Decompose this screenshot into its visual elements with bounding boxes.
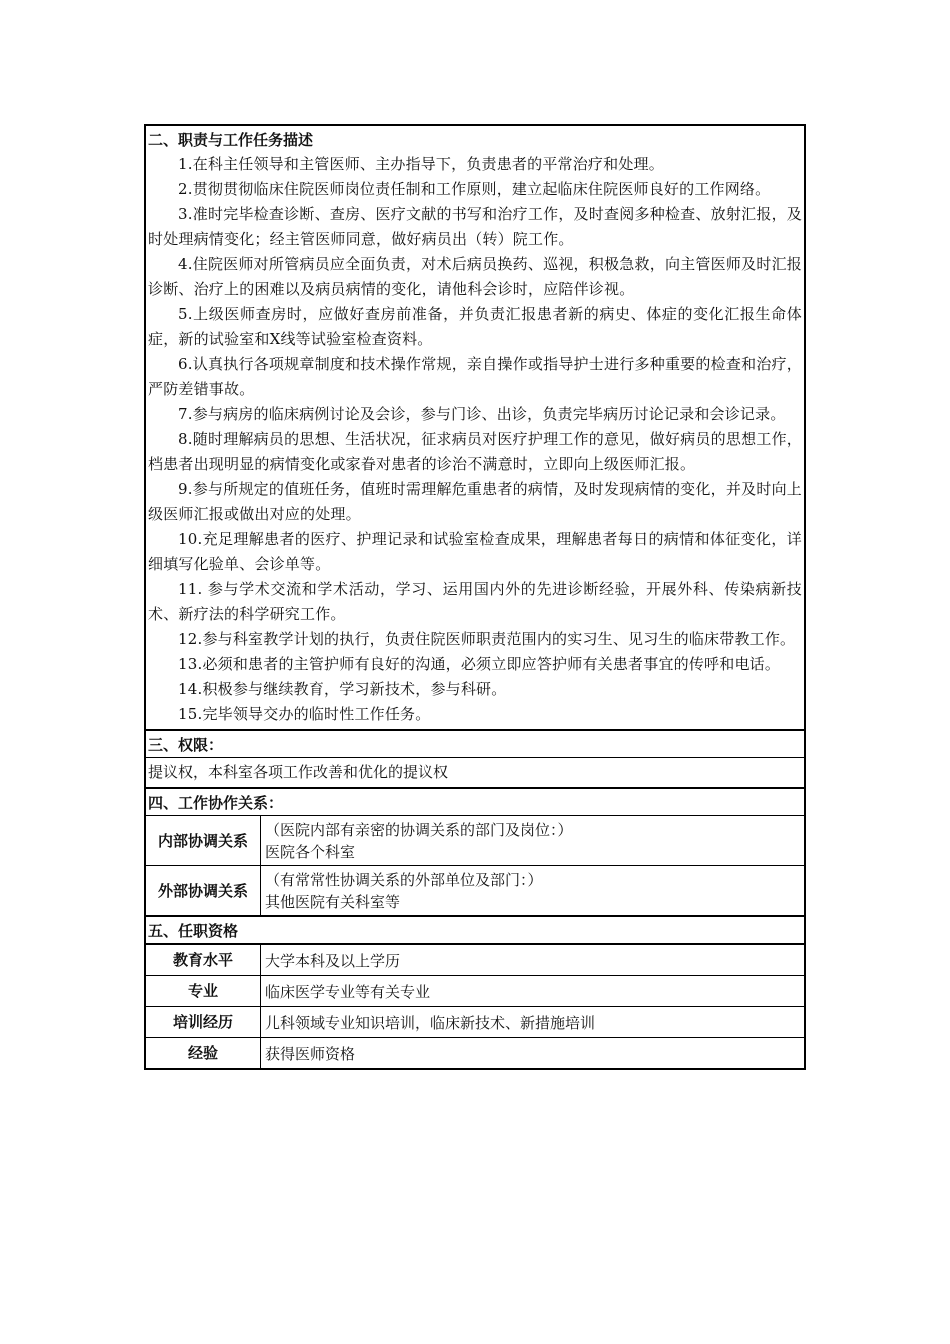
duty-item: 12.参与科室教学计划的执行，负责住院医师职责范围内的实习生、见习生的临床带教工作。 (178, 630, 796, 648)
qualification-value: 大学本科及以上学历 (265, 952, 401, 970)
qualification-value: 获得医师资格 (265, 1045, 356, 1063)
section-qualifications-title: 五、任职资格 (148, 922, 239, 940)
qualification-label: 教育水平 (146, 945, 261, 975)
section-duties (146, 126, 804, 729)
duty-item: 14.积极参与继续教育，学习新技术，参与科研。 (178, 680, 507, 698)
duty-item: 5.上级医师查房时，应做好查房前准备，并负责汇报患者新的病史、体症的变化汇报生命体症，新的试验室和X线等试验室检查资料。 (148, 305, 802, 348)
section-qualifications-header (146, 915, 804, 943)
duty-item: 6.认真执行各项规章制度和技术操作常规，亲自操作或指导护士进行多种重要的检查和治疗，严防差错事故。 (148, 355, 802, 398)
internal-coordination-content: 医院各个科室 (265, 843, 356, 861)
external-coordination-value (261, 866, 804, 915)
external-coordination-row (146, 865, 804, 915)
qualification-value: 儿科领域专业知识培训，临床新技术、新措施培训 (265, 1014, 596, 1032)
qualification-row-education (146, 943, 804, 975)
qualification-row-experience (146, 1037, 804, 1068)
internal-coordination-note: （医院内部有亲密的协调关系的部门及岗位：） (265, 821, 573, 839)
external-coordination-note: （有常常性协调关系的外部单位及部门：） (265, 871, 543, 889)
section-coordination-title: 四、工作协作关系： (148, 794, 284, 812)
duty-item: 9.参与所规定的值班任务，值班时需理解危重患者的病情，及时发现病情的变化，并及时向上级医师汇报或做出对应的处理。 (148, 480, 802, 523)
section-duties-title: 二、职责与工作任务描述 (148, 131, 314, 149)
duty-item: 13.必须和患者的主管护师有良好的沟通，必须立即应答护师有关患者事宜的传呼和电话。 (178, 655, 781, 673)
duty-item: 15.完毕领导交办的临时性工作任务。 (178, 705, 431, 723)
qualification-label: 经验 (146, 1038, 261, 1068)
section-authority-header (146, 729, 804, 757)
duty-item: 10.充足理解患者的医疗、护理记录和试验室检查成果，理解患者每日的病情和体征变化，详细填写化验单、会诊单等。 (148, 530, 802, 573)
internal-coordination-value (261, 816, 804, 865)
duty-item: 3.准时完毕检查诊断、查房、医疗文献的书写和治疗工作，及时查阅多种检查、放射汇报，及时处理病情变化；经主管医师同意，做好病员出（转）院工作。 (148, 205, 802, 248)
internal-coordination-label: 内部协调关系 (146, 816, 261, 865)
internal-coordination-row (146, 815, 804, 865)
job-description-table (144, 124, 806, 1070)
external-coordination-label: 外部协调关系 (146, 866, 261, 915)
duty-item: 8.随时理解病员的思想、生活状况，征求病员对医疗护理工作的意见，做好病员的思想工作，档患者出现明显的病情变化或家眷对患者的诊治不满意时，立即向上级医师汇报。 (148, 430, 802, 473)
section-coordination-header (146, 787, 804, 815)
section-authority-title: 三、权限： (148, 736, 224, 754)
qualification-label: 专业 (146, 976, 261, 1006)
section-authority-body (146, 757, 804, 787)
qualification-row-major (146, 975, 804, 1006)
external-coordination-content: 其他医院有关科室等 (265, 893, 401, 911)
duty-list (146, 152, 804, 729)
authority-content: 提议权，本科室各项工作改善和优化的提议权 (148, 763, 449, 781)
qualification-label: 培训经历 (146, 1007, 261, 1037)
duty-item: 11. 参与学术交流和学术活动，学习、运用国内外的先进诊断经验，开展外科、传染病新技术、新疗法的科学研究工作。 (148, 580, 802, 623)
duty-item: 1.在科主任领导和主管医师、主办指导下，负责患者的平常治疗和处理。 (178, 155, 664, 173)
duty-item: 4.住院医师对所管病员应全面负责，对术后病员换药、巡视，积极急救，向主管医师及时汇报诊断、治疗上的困难以及病员病情的变化，请他科会诊时，应陪伴诊视。 (148, 255, 802, 298)
duty-item: 2.贯彻贯彻临床住院医师岗位责任制和工作原则，建立起临床住院医师良好的工作网络。 (178, 180, 771, 198)
qualification-value: 临床医学专业等有关专业 (265, 983, 431, 1001)
qualification-row-training (146, 1006, 804, 1037)
duty-item: 7.参与病房的临床病例讨论及会诊，参与门诊、出诊，负责完毕病历讨论记录和会诊记录。 (178, 405, 786, 423)
